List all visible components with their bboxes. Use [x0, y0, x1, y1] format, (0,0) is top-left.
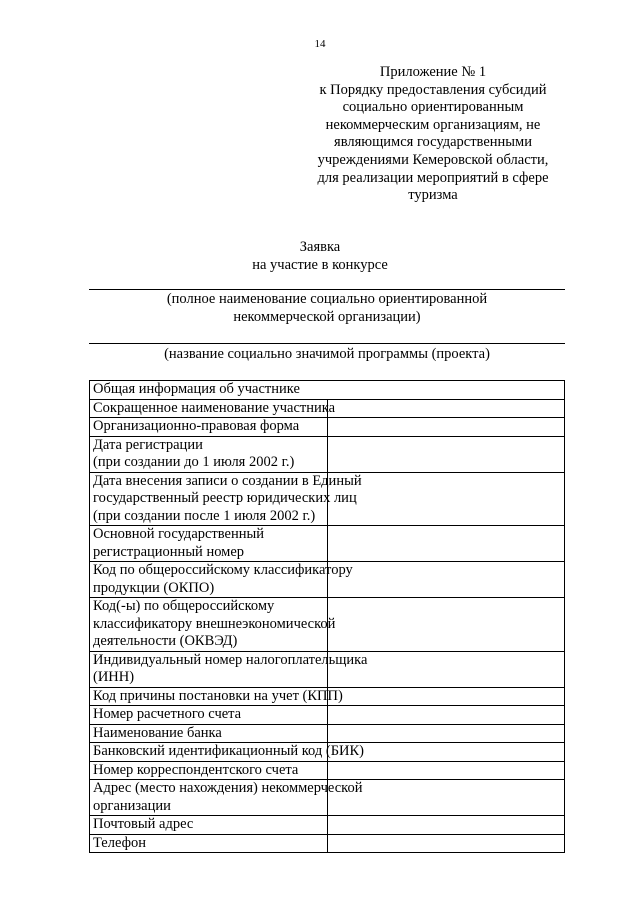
table-row [90, 418, 565, 437]
field-value-cell[interactable] [327, 472, 565, 526]
field-label-line: классификатору внешнеэкономической [93, 615, 336, 632]
field-value-cell[interactable] [327, 724, 565, 743]
table-row [90, 562, 565, 598]
appendix-line: учреждениями Кемеровской области, [317, 151, 549, 168]
field-label [90, 761, 328, 780]
field-label [90, 780, 363, 816]
field-value-cell[interactable] [327, 526, 565, 562]
field-label-line: Телефон [93, 834, 146, 851]
field-label-line: Код причины постановки на учет (КПП) [93, 687, 343, 704]
appendix-line: социально ориентированным [342, 99, 524, 116]
field-label [90, 418, 328, 437]
field-label [90, 743, 364, 762]
table-row [90, 743, 565, 762]
field-label-line: Код по общероссийскому классификатору [93, 562, 353, 578]
field-label-line: Банковский идентификационный код (БИК) [93, 743, 364, 759]
field-label [90, 562, 353, 598]
field-label-line: Организационно-правовая форма [93, 418, 300, 434]
field-label-line: Наименование банка [93, 724, 222, 741]
field-label-line: государственный реестр юридических лиц [93, 490, 357, 506]
field-label [90, 472, 362, 526]
appendix-line: являющимся государственными [334, 134, 532, 151]
field-label-line: регистрационный номер [93, 543, 245, 560]
caption-line: некоммерческой организации) [233, 308, 421, 325]
field-label [90, 651, 368, 687]
field-value-cell[interactable] [327, 687, 565, 706]
table-row [90, 706, 565, 725]
table-row [90, 780, 565, 816]
field-value-cell[interactable] [327, 562, 565, 598]
field-label [90, 724, 328, 743]
field-value-cell[interactable] [327, 761, 565, 780]
table-row [90, 598, 565, 652]
table-row [90, 472, 565, 526]
table-row [90, 724, 565, 743]
field-label [90, 399, 336, 418]
field-label [90, 598, 336, 652]
field-label-line: Дата регистрации [93, 436, 203, 453]
table-row [90, 687, 565, 706]
field-label-line: Сокращенное наименование участника [93, 399, 336, 416]
field-label-line: Номер расчетного счета [93, 706, 242, 722]
org-name-line[interactable] [89, 289, 565, 290]
appendix-line: туризма [408, 187, 458, 204]
field-label-line: организации [93, 797, 171, 814]
field-label [90, 436, 328, 472]
field-label-line: продукции (ОКПО) [93, 579, 215, 596]
field-label-line: Индивидуальный номер налогоплательщика [93, 651, 368, 668]
field-label-line: Дата внесения записи о создании в Единый [93, 472, 362, 489]
request-title-block [0, 238, 640, 274]
field-label [90, 706, 328, 725]
page-number: 14 [314, 38, 326, 50]
table-row [90, 761, 565, 780]
field-label-line: Номер корреспондентского счета [93, 761, 299, 778]
field-label [90, 834, 328, 853]
field-value-cell[interactable] [327, 436, 565, 472]
org-name-caption [89, 291, 565, 326]
request-subtitle: на участие в конкурсе [252, 257, 388, 273]
request-title: Заявка [299, 239, 341, 255]
field-value-cell[interactable] [327, 418, 565, 437]
field-label-line: Адрес (место нахождения) некоммерческой [93, 780, 363, 796]
field-value-cell[interactable] [327, 816, 565, 835]
field-value-cell[interactable] [327, 834, 565, 853]
appendix-heading [300, 64, 566, 205]
field-label-line: Почтовый адрес [93, 816, 194, 832]
table-row [90, 834, 565, 853]
field-label-line: (при создании после 1 июля 2002 г.) [93, 507, 316, 524]
table-row [90, 399, 565, 418]
table-header-row [90, 381, 565, 400]
field-label [90, 687, 343, 706]
field-label [90, 816, 328, 835]
field-label-line: (при создании до 1 июля 2002 г.) [93, 454, 295, 470]
program-name-line[interactable] [89, 343, 565, 344]
table-row [90, 526, 565, 562]
field-label-line: деятельности (ОКВЭД) [93, 633, 238, 649]
table-header: Общая информация об участнике [90, 381, 565, 400]
field-label [90, 526, 328, 562]
appendix-line: к Порядку предоставления субсидий [319, 81, 547, 98]
field-value-cell[interactable] [327, 780, 565, 816]
table-row [90, 436, 565, 472]
table-row [90, 816, 565, 835]
field-value-cell[interactable] [327, 598, 565, 652]
appendix-line: некоммерческим организациям, не [325, 116, 541, 133]
participant-info-table [89, 380, 565, 853]
appendix-line: для реализации мероприятий в сфере [317, 169, 549, 186]
field-label-line: Код(-ы) по общероссийскому [93, 598, 275, 614]
appendix-line: Приложение № 1 [379, 64, 487, 80]
caption-line: (полное наименование социально ориентированной [166, 291, 488, 307]
field-label-line: Основной государственный [93, 526, 264, 542]
table-row [90, 651, 565, 687]
field-label-line: (ИНН) [93, 669, 135, 685]
field-value-cell[interactable] [327, 399, 565, 418]
field-value-cell[interactable] [327, 706, 565, 725]
program-caption: (название социально значимой программы (проекта) [164, 346, 490, 362]
